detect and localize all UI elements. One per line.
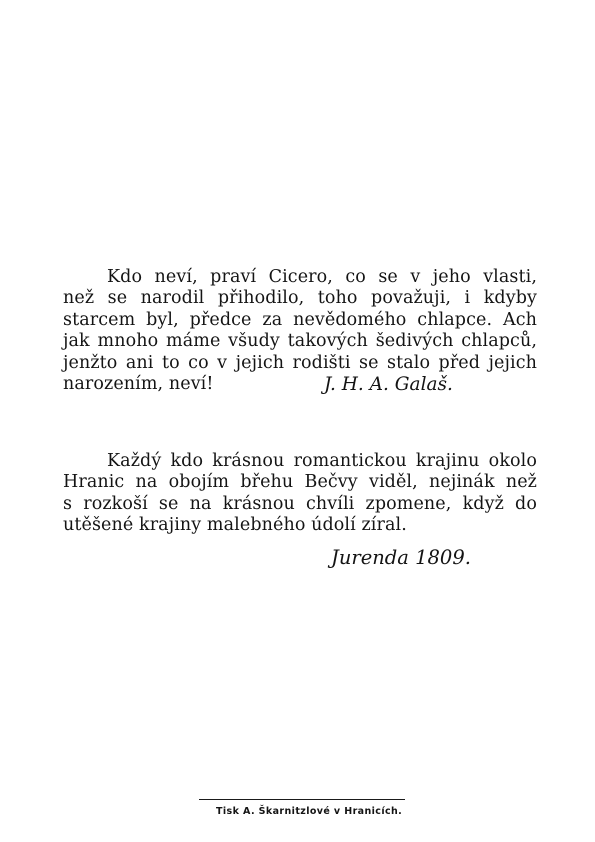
quote-line: Každý kdo krásnou romantickou krajinu okolo <box>107 451 537 471</box>
quote-line: utěšené krajiny malebného údolí zíral. <box>63 515 407 536</box>
quote-line: starcem byl, předce za nevědomého chlapce. Ach <box>63 309 537 330</box>
printer-imprint: Tisk A. Škarnitzlové v Hranicích. <box>216 806 403 817</box>
jurenda-attribution: Jurenda 1809. <box>331 546 471 569</box>
quote-line: jenžto ani to co v jejich rodišti se stalo před jejich <box>63 352 537 373</box>
quote-line: narozením, neví! <box>63 374 214 395</box>
quote-line: než se narodil přihodilo, toho považuji, i kdyby <box>63 288 537 309</box>
galas-quote <box>63 267 537 395</box>
quote-line: Kdo neví, praví Cicero, co se v jeho vlasti, <box>107 267 537 287</box>
footer-divider <box>199 799 405 800</box>
galas-attribution: J. H. A. Galaš. <box>324 374 453 395</box>
quote-line: s rozkoší se na krásnou chvíli zpomene, když do <box>63 493 537 514</box>
jurenda-quote <box>63 451 537 537</box>
quote-line: Hranic na obojím břehu Bečvy viděl, nejinák než <box>63 472 537 493</box>
quote-line: jak mnoho máme všudy takových šedivých chlapců, <box>63 331 537 352</box>
